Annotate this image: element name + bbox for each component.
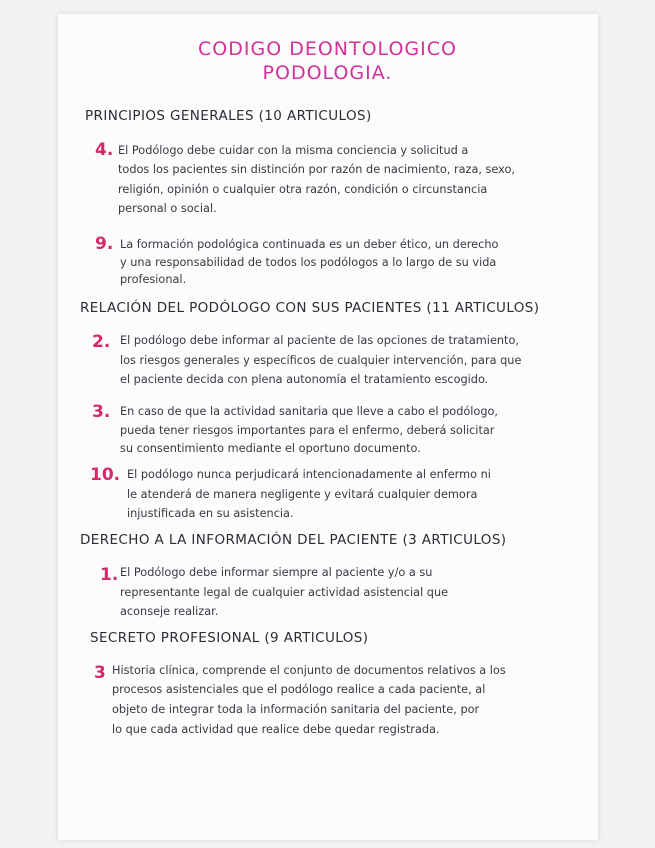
article-text-line: El podólogo debe informar al paciente de las opciones de tratamiento, <box>120 334 519 347</box>
article-text-line: y una responsabilidad de todos los podólogos a lo largo de su vida <box>120 256 497 269</box>
article-text-line: religión, opinión o cualquier otra razón, condición o circunstancia <box>118 183 488 196</box>
page-subtitle: PODOLOGIA. <box>262 62 393 84</box>
article-text-line: los riesgos generales y específicos de cualquier intervención, para que <box>120 354 522 367</box>
article-text-line: pueda tener riesgos importantes para el enfermo, deberá solicitar <box>120 424 495 437</box>
article-text-line: El podólogo nunca perjudicará intencionadamente al enfermo ni <box>127 468 491 481</box>
article-text-line: El Podólogo debe informar siempre al paciente y/o a su <box>120 566 433 579</box>
article-text-line: el paciente decida con plena autonomía el tratamiento escogido. <box>120 373 489 386</box>
section-heading: SECRETO PROFESIONAL (9 ARTICULOS) <box>90 630 369 646</box>
article-text-line: su consentimiento mediante el oportuno documento. <box>120 442 421 455</box>
article-number: 3. <box>92 402 111 422</box>
article-text-line: lo que cada actividad que realice debe quedar registrada. <box>112 723 440 736</box>
article-text-line: personal o social. <box>118 202 217 215</box>
article-number: 4. <box>95 140 114 160</box>
article-text-line: La formación podológica continuada es un deber ético, un derecho <box>120 238 499 251</box>
section-heading: PRINCIPIOS GENERALES (10 ARTICULOS) <box>85 108 372 124</box>
article-number: 9. <box>95 234 114 254</box>
article-text-line: El Podólogo debe cuidar con la misma conciencia y solicitud a <box>118 144 469 157</box>
article-text-line: representante legal de cualquier actividad asistencial que <box>120 586 449 599</box>
article-text-line: injustificada en su asistencia. <box>127 507 294 520</box>
article-text-line: le atenderá de manera negligente y evitará cualquier demora <box>127 488 478 501</box>
article-text-line: procesos asistenciales que el podólogo realice a cada paciente, al <box>112 683 486 696</box>
section-heading: DERECHO A LA INFORMACIÓN DEL PACIENTE (3 ARTICULOS) <box>80 532 507 548</box>
article-text-line: En caso de que la actividad sanitaria que lleve a cabo el podólogo, <box>120 405 498 418</box>
article-text-line: objeto de integrar toda la información sanitaria del paciente, por <box>112 703 480 716</box>
article-number: 1. <box>100 565 119 585</box>
article-text-line: aconseje realizar. <box>120 605 219 618</box>
page-title: CODIGO DEONTOLOGICO <box>198 38 457 60</box>
article-number: 2. <box>92 332 111 352</box>
article-number: 3 <box>94 663 106 683</box>
article-text-line: Historia clínica, comprende el conjunto de documentos relativos a los <box>112 664 506 677</box>
article-number: 10. <box>90 465 121 485</box>
section-heading: RELACIÓN DEL PODÓLOGO CON SUS PACIENTES (11 ARTICULOS) <box>80 300 540 316</box>
article-text-line: todos los pacientes sin distinción por razón de nacimiento, raza, sexo, <box>118 163 516 176</box>
article-text-line: profesional. <box>120 273 187 286</box>
